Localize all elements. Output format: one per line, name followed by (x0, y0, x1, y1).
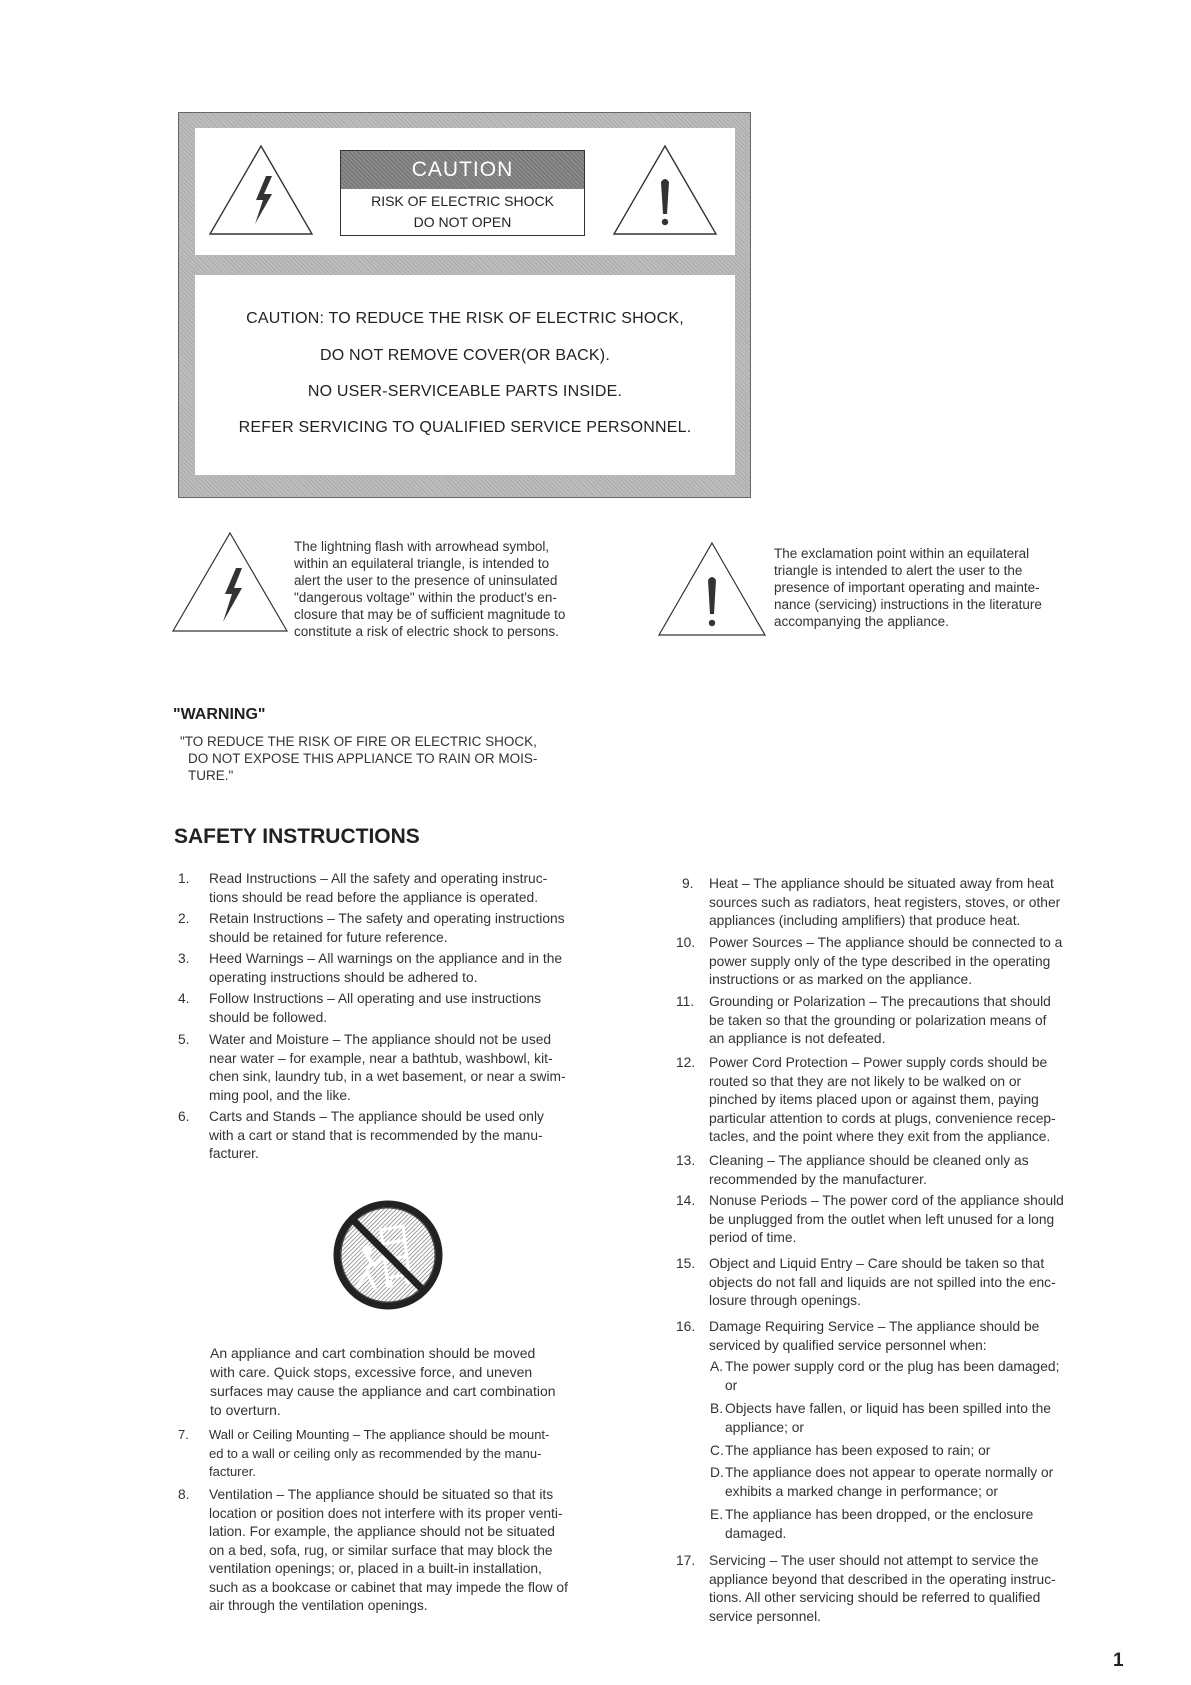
item-line: Heed Warnings – All warnings on the appliance and in the (209, 951, 563, 966)
item-line: appliance; or (725, 1419, 805, 1435)
item-line: recommended by the manufacturer. (709, 1171, 927, 1187)
page-number: 1 (1113, 1650, 1124, 1671)
item-line: instructions or as marked on the appliance. (709, 972, 973, 987)
item-line: with a cart or stand that is recommended by the manu- (209, 1127, 543, 1143)
item-number: 5. (178, 1032, 190, 1047)
cart-caption (210, 1344, 630, 1420)
lightning-explanation-line: alert the user to the presence of uninsulated (294, 573, 558, 588)
item-line: Cleaning – The appliance should be cleaned only as (709, 1153, 1029, 1168)
caution-label (340, 150, 585, 236)
exclamation-explanation-line: accompanying the appliance. (774, 614, 949, 629)
item-line: should be followed. (209, 1009, 328, 1025)
cart-tip-over-warning-icon (333, 1200, 443, 1310)
exclamation-explanation-line: presence of important operating and mainte- (774, 580, 1040, 595)
sub-item-letter: E. (710, 1507, 724, 1522)
item-line: be taken so that the grounding or polarization means of (709, 1012, 1047, 1028)
caution-statement-line2: DO NOT REMOVE COVER(OR BACK). (320, 347, 610, 364)
item-line: exhibits a marked change in performance; or (725, 1483, 999, 1499)
item-line: objects do not fall and liquids are not spilled into the enc- (709, 1274, 1056, 1290)
item-line: on a bed, sofa, rug, or similar surface that may block the (209, 1542, 553, 1558)
sub-item-letter: B. (710, 1401, 724, 1416)
item-line: tions. All other servicing should be referred to qualified (709, 1590, 1041, 1605)
item-line: Object and Liquid Entry – Care should be taken so that (709, 1256, 1045, 1271)
item-line: Heat – The appliance should be situated away from heat (709, 876, 1054, 891)
item-line: facturer. (209, 1146, 259, 1161)
caution-label-line1: RISK OF ELECTRIC SHOCK (371, 193, 554, 209)
warning-line: TURE." (188, 768, 234, 783)
item-line: Follow Instructions – All operating and use instructions (209, 991, 542, 1006)
item-line: power supply only of the type described in the operating (709, 953, 1051, 969)
item-line: operating instructions should be adhered to. (209, 969, 478, 985)
item-number: 12. (676, 1055, 696, 1070)
exclamation-triangle-small-icon (656, 540, 768, 638)
lightning-explanation-line: constitute a risk of electric shock to persons. (294, 624, 559, 639)
item-number: 1. (178, 871, 190, 886)
cart-caption-line: to overturn. (210, 1402, 281, 1418)
exclamation-triangle-icon (610, 142, 720, 238)
item-line: should be retained for future reference. (209, 929, 448, 945)
exclamation-explanation-line: nance (servicing) instructions in the literature (774, 597, 1042, 612)
item-number: 2. (178, 911, 190, 926)
sub-item-letter: D. (710, 1465, 724, 1480)
item-line: Ventilation – The appliance should be situated so that its (209, 1487, 554, 1502)
item-line: ming pool, and the like. (209, 1087, 351, 1103)
item-line: serviced by qualified service personnel when: (709, 1337, 987, 1353)
item-line: Grounding or Polarization – The precautions that should (709, 994, 1051, 1009)
item-number: 10. (676, 935, 696, 950)
item-line: Objects have fallen, or liquid has been spilled into the (725, 1401, 1051, 1416)
item-line: appliance beyond that described in the operating instruc- (709, 1571, 1056, 1587)
lightning-explanation-line: closure that may be of sufficient magnitude to (294, 607, 566, 622)
item-line: Wall or Ceiling Mounting – The appliance should be mount- (209, 1427, 550, 1442)
item-number: 15. (676, 1256, 696, 1271)
item-line: sources such as radiators, heat registers, stoves, or other (709, 894, 1061, 910)
caution-statement-line1: CAUTION: TO REDUCE THE RISK OF ELECTRIC SHOCK, (246, 310, 684, 327)
item-line: such as a bookcase or cabinet that may impede the flow of (209, 1579, 568, 1595)
caution-statement (195, 275, 735, 475)
item-line: chen sink, laundry tub, in a wet basement, or near a swim- (209, 1069, 566, 1084)
item-line: ed to a wall or ceiling only as recommended by the manu- (209, 1445, 542, 1461)
item-line: period of time. (709, 1230, 797, 1245)
item-line: air through the ventilation openings. (209, 1598, 428, 1613)
item-number: 17. (676, 1553, 696, 1568)
item-line: Servicing – The user should not attempt to service the (709, 1553, 1039, 1568)
item-line: near water – for example, near a bathtub, washbowl, kit- (209, 1050, 553, 1066)
item-line: Carts and Stands – The appliance should be used only (209, 1109, 544, 1124)
item-number: 6. (178, 1109, 190, 1124)
lightning-triangle-small-icon (170, 530, 290, 634)
item-number: 7. (178, 1427, 189, 1442)
cart-caption-line: with care. Quick stops, excessive force, and uneven (210, 1364, 533, 1380)
warning-line: "TO REDUCE THE RISK OF FIRE OR ELECTRIC SHOCK, (180, 734, 537, 749)
item-line: service personnel. (709, 1608, 821, 1624)
cart-caption-line: surfaces may cause the appliance and cart combination (210, 1383, 556, 1399)
item-number: 9. (682, 876, 694, 891)
item-line: damaged. (725, 1525, 787, 1541)
item-line: Damage Requiring Service – The appliance should be (709, 1319, 1040, 1334)
lightning-explanation-line: The lightning flash with arrowhead symbol, (294, 539, 550, 554)
item-line: be unplugged from the outlet when left unused for a long (709, 1211, 1055, 1227)
item-line: an appliance is not defeated. (709, 1031, 886, 1046)
item-line: facturer. (209, 1464, 256, 1479)
item-line: losure through openings. (709, 1293, 861, 1308)
item-number: 4. (178, 991, 190, 1006)
item-line: particular attention to cords at plugs, convenience recep- (709, 1110, 1056, 1126)
item-number: 13. (676, 1153, 696, 1168)
item-line: Read Instructions – All the safety and operating instruc- (209, 871, 548, 886)
item-line: The appliance has been exposed to rain; or (725, 1443, 991, 1458)
lightning-explanation (294, 538, 634, 640)
item-line: tions should be read before the appliance is operated. (209, 889, 539, 905)
warning-line: DO NOT EXPOSE THIS APPLIANCE TO RAIN OR MOIS- (188, 751, 538, 766)
exclamation-explanation (774, 545, 1114, 630)
item-line: pinched by items placed upon or against them, paying (709, 1092, 1039, 1107)
item-line: location or position does not interfere with its proper venti- (209, 1505, 563, 1521)
lightning-explanation-line: within an equilateral triangle, is intended to (294, 556, 550, 571)
item-line: The appliance has been dropped, or the enclosure (725, 1507, 1034, 1522)
item-line: Power Cord Protection – Power supply cords should be (709, 1055, 1048, 1070)
item-line: Retain Instructions – The safety and operating instructions (209, 911, 565, 926)
caution-label-title: CAUTION (341, 151, 584, 189)
item-number: 14. (676, 1193, 696, 1208)
item-line: or (725, 1377, 738, 1393)
exclamation-explanation-line: triangle is intended to alert the user to the (774, 563, 1023, 578)
warning-text (180, 733, 620, 784)
item-number: 11. (676, 994, 695, 1009)
item-line: appliances (including amplifiers) that produce heat. (709, 913, 1021, 928)
item-line: Water and Moisture – The appliance should not be used (209, 1032, 552, 1047)
item-number: 8. (178, 1487, 190, 1502)
warning-title: "WARNING" (173, 706, 266, 723)
item-line: tacles, and the point where they exit from the appliance. (709, 1129, 1051, 1144)
exclamation-explanation-line: The exclamation point within an equilateral (774, 546, 1030, 561)
item-line: ventilation openings; or, placed in a built-in installation, (209, 1561, 542, 1576)
sub-item-letter: C. (710, 1443, 724, 1458)
item-line: routed so that they are not likely to be walked on or (709, 1073, 1022, 1089)
item-number: 3. (178, 951, 190, 966)
item-line: Nonuse Periods – The power cord of the appliance should (709, 1193, 1064, 1208)
safety-instructions-title: SAFETY INSTRUCTIONS (174, 825, 420, 848)
lightning-triangle-icon (206, 142, 316, 238)
caution-statement-line3: NO USER-SERVICEABLE PARTS INSIDE. (307, 383, 623, 400)
sub-item-letter: A. (710, 1359, 724, 1374)
caution-label-line2: DO NOT OPEN (413, 214, 512, 230)
caution-statement-line4: REFER SERVICING TO QUALIFIED SERVICE PERSONNEL. (238, 419, 692, 436)
cart-caption-line: An appliance and cart combination should be moved (210, 1345, 536, 1361)
item-line: lation. For example, the appliance should not be situated (209, 1524, 555, 1539)
item-number: 16. (676, 1319, 696, 1334)
item-line: The appliance does not appear to operate normally or (725, 1465, 1054, 1480)
item-line: Power Sources – The appliance should be connected to a (709, 935, 1063, 950)
item-line: The power supply cord or the plug has been damaged; (725, 1359, 1060, 1374)
lightning-explanation-line: "dangerous voltage" within the product's en- (294, 590, 557, 605)
